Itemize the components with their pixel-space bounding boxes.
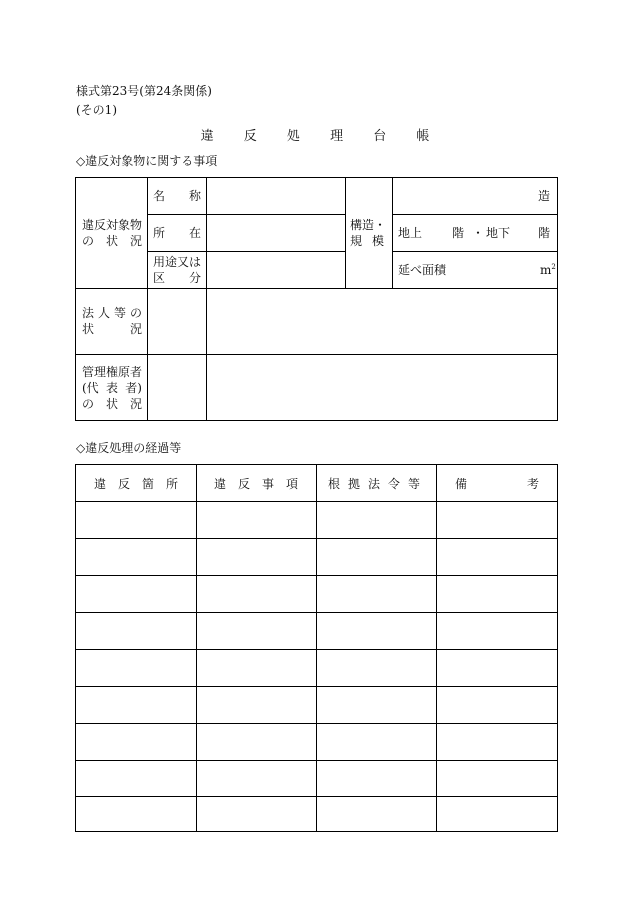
title-char: 反 [243, 129, 257, 144]
column-header-location [94, 476, 178, 492]
label-name [153, 188, 201, 204]
label-line [82, 305, 142, 321]
table1-rule [392, 214, 558, 215]
label-line: 違反対象物 [82, 218, 143, 232]
section2-heading: ◇違反処理の経過等 [76, 441, 182, 455]
label-char: の [82, 234, 95, 248]
label-structure-scale [350, 217, 388, 249]
label-char: 模 [371, 234, 384, 248]
floors-separator: ・ [472, 226, 485, 240]
table2-rule [436, 464, 437, 832]
table1-rule [147, 177, 148, 421]
label-line [82, 321, 142, 337]
label-char: 在 [188, 226, 201, 240]
floors-unit: 階 [452, 226, 465, 240]
section1-heading: ◇違反対象物に関する事項 [76, 154, 218, 168]
label-line [153, 270, 201, 286]
header-char: 考 [526, 477, 539, 491]
table2-row-rule [75, 686, 558, 687]
label-char: (代 [82, 381, 99, 395]
title-char: 帳 [416, 129, 430, 144]
unit-text: m [540, 263, 552, 277]
label-line [82, 380, 142, 396]
floor-area-unit [540, 262, 556, 278]
column-header-legal-basis [328, 476, 420, 492]
label-line [350, 233, 384, 249]
label-char: 状 [105, 397, 118, 411]
table2-rule [196, 464, 197, 832]
label-char: 状 [105, 234, 118, 248]
label-use-category [153, 254, 201, 286]
header-char: 事 [261, 477, 274, 491]
header-char: 令 [387, 477, 400, 491]
label-char: 名 [153, 189, 166, 203]
table2-row-rule [75, 649, 558, 650]
label-char: 況 [129, 397, 142, 411]
table1-rule [345, 177, 346, 288]
label-char: 人 [97, 306, 110, 320]
header-char: 等 [407, 477, 420, 491]
label-line [82, 233, 142, 249]
label-line: 構造・ [350, 218, 387, 232]
label-char: 者) [125, 381, 142, 395]
floors-below-label: 地下 [486, 226, 511, 240]
label-char: 等 [113, 306, 126, 320]
label-char: 規 [350, 234, 363, 248]
floor-area-label: 延べ面積 [398, 263, 447, 277]
table2-rule [316, 464, 317, 832]
label-char: 法 [82, 306, 95, 320]
table2-row-rule [75, 796, 558, 797]
label-line [82, 396, 142, 412]
table2-row-rule [75, 760, 558, 761]
table1-rule [147, 214, 345, 215]
table2-row-rule [75, 575, 558, 576]
table1-rule [392, 251, 558, 252]
header-char: 法 [367, 477, 380, 491]
floors-field [398, 225, 550, 241]
floors-above-label: 地上 [398, 226, 423, 240]
label-char: の [129, 306, 142, 320]
label-char: 称 [188, 189, 201, 203]
label-char: 区 [153, 271, 166, 285]
header-char: 反 [117, 477, 130, 491]
label-char: 況 [129, 322, 142, 336]
column-header-matter [214, 476, 298, 492]
label-corporation-status [82, 305, 142, 337]
label-manager-status [82, 364, 142, 412]
header-char: 箇 [141, 477, 154, 491]
header-char: 所 [165, 477, 178, 491]
table1-rule [392, 177, 393, 288]
header-char: 反 [237, 477, 250, 491]
label-char: 表 [105, 381, 118, 395]
form-part: (その1) [76, 103, 117, 117]
label-char: の [82, 397, 95, 411]
floors-unit: 階 [538, 226, 551, 240]
label-char: 分 [188, 271, 201, 285]
label-char: 況 [129, 234, 142, 248]
unit-sup: 2 [551, 263, 556, 271]
table1-rule [147, 251, 345, 252]
table2-row-rule [75, 501, 558, 502]
label-object-status [82, 217, 142, 249]
title-char: 理 [330, 129, 344, 144]
header-char: 項 [285, 477, 298, 491]
header-char: 根 [328, 477, 341, 491]
title-char: 台 [373, 129, 387, 144]
header-char: 違 [94, 477, 107, 491]
label-line: 用途又は [153, 255, 202, 269]
title-char: 違 [200, 129, 214, 144]
table2-row-rule [75, 612, 558, 613]
page-title [0, 130, 630, 144]
header-char: 違 [214, 477, 227, 491]
structure-suffix: 造 [538, 189, 551, 203]
label-char: 状 [82, 322, 95, 336]
table2-row-rule [75, 538, 558, 539]
header-char: 拠 [347, 477, 360, 491]
header-char: 備 [455, 477, 468, 491]
label-location [153, 225, 201, 241]
column-header-remarks [455, 476, 539, 492]
title-char: 処 [286, 129, 300, 144]
table2-row-rule [75, 723, 558, 724]
label-char: 所 [153, 226, 166, 240]
table1-rule [206, 177, 207, 421]
form-number: 様式第23号(第24条関係) [76, 84, 212, 98]
label-line: 管理権原者 [82, 365, 143, 379]
